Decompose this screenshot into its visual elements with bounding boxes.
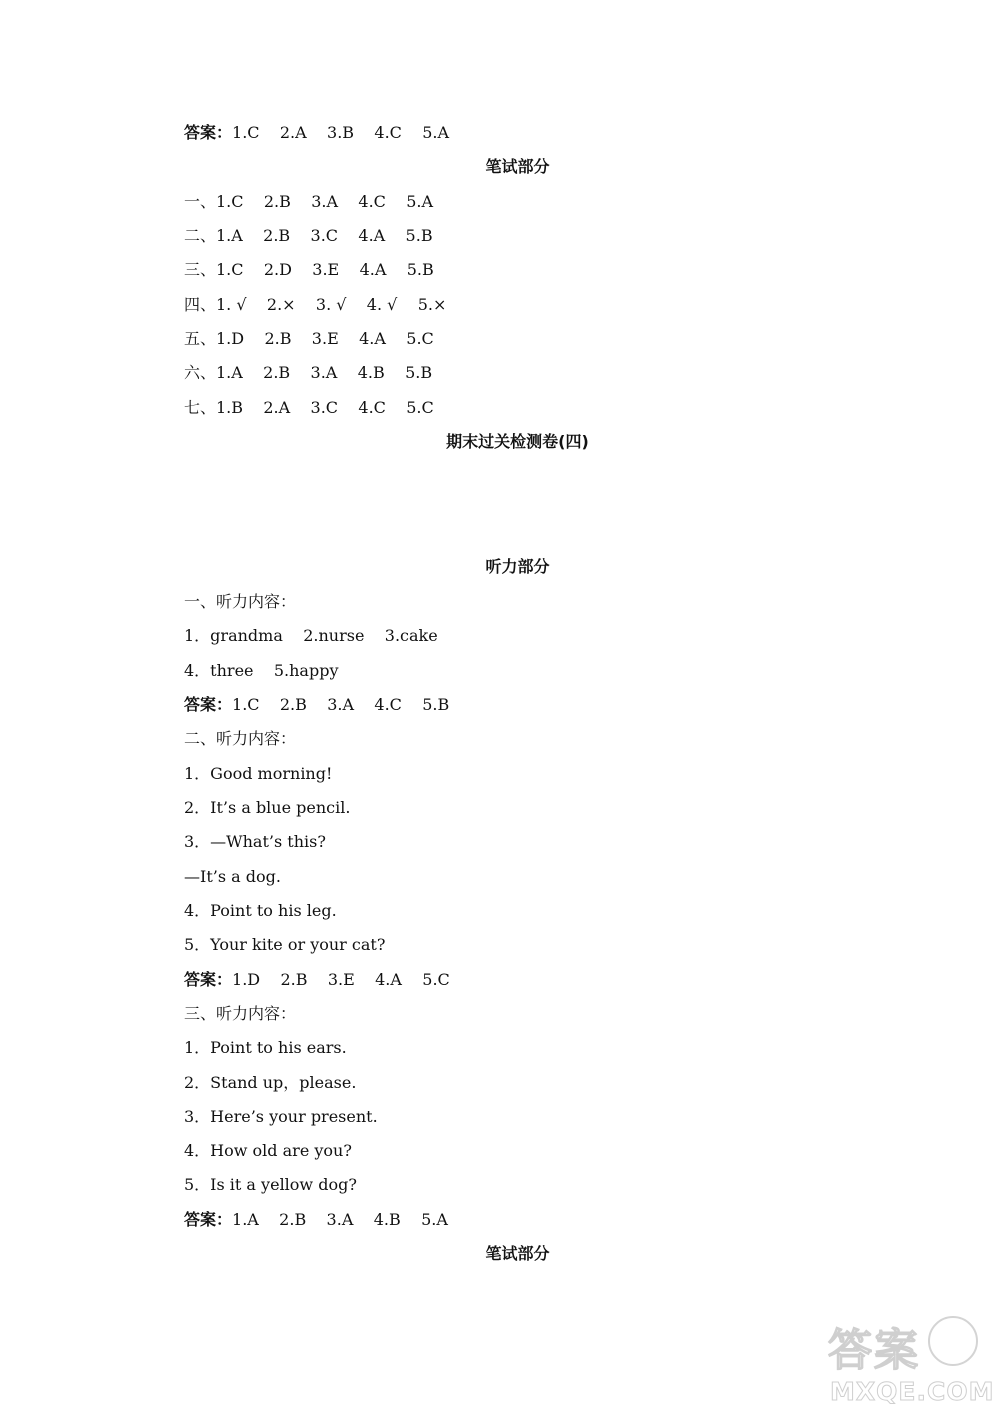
listening-line: —It’s a dog. <box>184 867 281 886</box>
listening-line: 3．—What’s this? <box>184 832 326 851</box>
answer-line <box>184 1210 448 1230</box>
answer-label: 答案： <box>184 123 233 142</box>
watermark-text: 答案 <box>828 1325 920 1376</box>
listening-line: 3．Here’s your present. <box>184 1107 378 1126</box>
listening-part-title: 三、听力内容： <box>184 1004 297 1023</box>
watermark-circle-icon <box>928 1316 978 1366</box>
exam-title: 期末过关检测卷(四) <box>446 432 589 451</box>
answer-values: 1.D 2.B 3.E 4.A 5.C <box>232 970 450 989</box>
listening-line: 5．Your kite or your cat? <box>184 935 386 954</box>
answer-values: 1.C 2.B 3.A 4.C 5.B <box>232 695 450 714</box>
listening-line: 2．Stand up，please. <box>184 1073 357 1092</box>
listening-line: 1．Good morning! <box>184 764 333 783</box>
answer-row: 七、1.B 2.A 3.C 4.C 5.C <box>184 398 434 417</box>
watermark-logo <box>828 1314 995 1406</box>
section-heading-written: 笔试部分 <box>485 157 550 176</box>
answer-label: 答案： <box>184 970 233 989</box>
answer-row: 四、1. √ 2.× 3. √ 4. √ 5.× <box>184 295 447 314</box>
listening-part-title: 二、听力内容： <box>184 729 297 748</box>
listening-line: 1．Point to his ears. <box>184 1038 347 1057</box>
listening-line: 1．grandma 2.nurse 3.cake <box>184 626 438 645</box>
answer-line <box>184 695 449 715</box>
listening-line: 4．Point to his leg. <box>184 901 337 920</box>
answer-row: 一、1.C 2.B 3.A 4.C 5.A <box>184 192 434 211</box>
watermark-site-text: MXQE.COM <box>830 1377 995 1406</box>
listening-line: 4．How old are you? <box>184 1141 352 1160</box>
answer-line <box>184 123 449 143</box>
listening-line: 5．Is it a yellow dog? <box>184 1175 357 1194</box>
answer-label: 答案： <box>184 695 233 714</box>
answer-row: 六、1.A 2.B 3.A 4.B 5.B <box>184 363 433 382</box>
answer-values: 1.A 2.B 3.A 4.B 5.A <box>232 1210 448 1229</box>
listening-line: 4．three 5.happy <box>184 661 339 680</box>
section-heading-listening: 听力部分 <box>485 557 550 576</box>
answer-row: 五、1.D 2.B 3.E 4.A 5.C <box>184 329 434 348</box>
answer-label: 答案： <box>184 1210 233 1229</box>
section-heading-written: 笔试部分 <box>485 1244 550 1263</box>
listening-part-title: 一、听力内容： <box>184 592 297 611</box>
answer-row: 二、1.A 2.B 3.C 4.A 5.B <box>184 226 433 245</box>
answer-row: 三、1.C 2.D 3.E 4.A 5.B <box>184 260 434 279</box>
answer-line <box>184 970 450 990</box>
listening-line: 2．It’s a blue pencil. <box>184 798 351 817</box>
answer-values: 1.C 2.A 3.B 4.C 5.A <box>232 123 450 142</box>
